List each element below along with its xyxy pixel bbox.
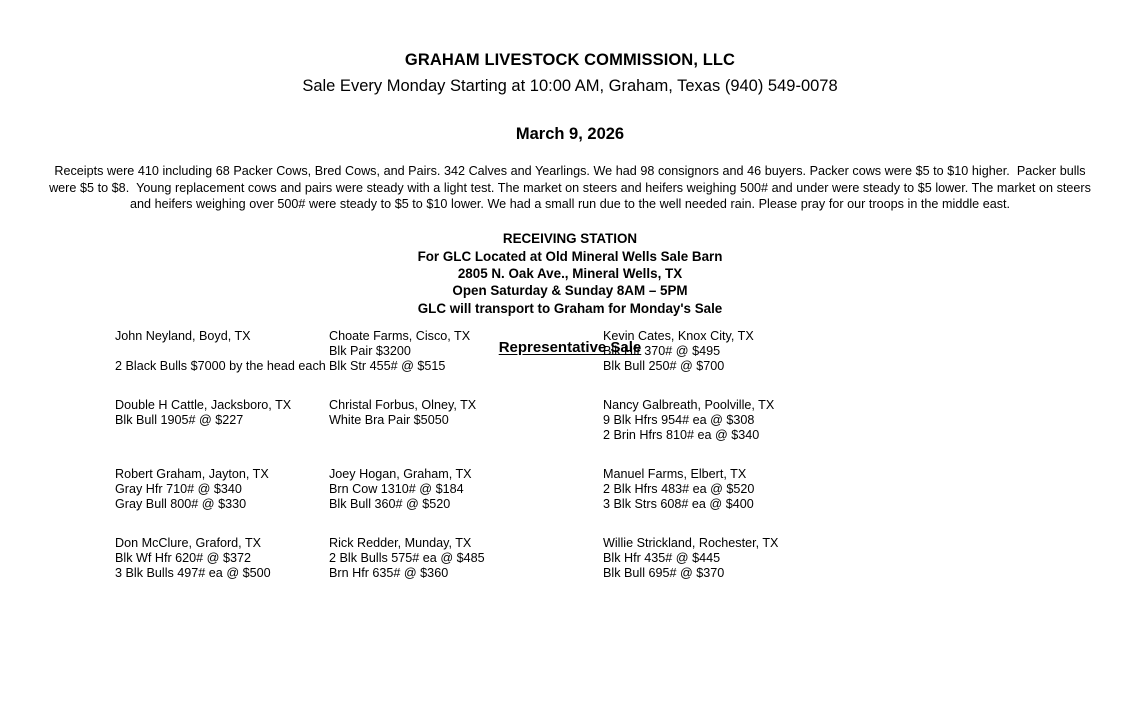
lot-line: Blk Bull 360# @ $520 <box>329 496 451 511</box>
lot-line: Blk Bull 250# @ $700 <box>603 358 725 373</box>
listing-row <box>0 329 1140 398</box>
consignor-entry <box>603 398 1023 443</box>
consignor-entry <box>0 467 329 512</box>
consignor-name: Nancy Galbreath, Poolville, TX <box>603 398 775 412</box>
market-summary-paragraph <box>14 163 1126 213</box>
consignor-entry <box>0 536 329 581</box>
representative-sale-listings <box>0 329 1140 605</box>
consignor-name: Manuel Farms, Elbert, TX <box>603 467 747 481</box>
lot-line: Blk Hfr 435# @ $445 <box>603 550 721 565</box>
lot-line: Brn Hfr 635# @ $360 <box>329 565 449 580</box>
organization-subtitle: Sale Every Monday Starting at 10:00 AM, Graham, Texas (940) 549-0078 <box>302 76 838 95</box>
receiving-station-hours: Open Saturday & Sunday 8AM – 5PM <box>452 283 688 299</box>
consignor-entry <box>329 536 603 581</box>
lot-line: 9 Blk Hfrs 954# ea @ $308 <box>603 412 755 427</box>
receiving-station-location: For GLC Located at Old Mineral Wells Sale Barn <box>417 248 723 264</box>
summary-line-2: were $5 to $8. Young replacement cows and pairs were steady with a light test. The market on steers and heifers weighing 500# and under were steady to $5 lower. The market on steers <box>49 180 1091 195</box>
lot-line: Blk Wf Hfr 620# @ $372 <box>115 550 251 565</box>
consignor-name: Don McClure, Graford, TX <box>115 536 262 550</box>
listing-row <box>0 536 1140 605</box>
consignor-entry <box>603 536 1023 581</box>
consignor-name: Choate Farms, Cisco, TX <box>329 329 471 343</box>
lot-line: 2 Black Bulls $7000 by the head each <box>115 358 326 373</box>
receiving-station-block <box>0 230 1140 317</box>
receiving-station-address: 2805 N. Oak Ave., Mineral Wells, TX <box>457 266 683 282</box>
consignor-name: Rick Redder, Munday, TX <box>329 536 472 550</box>
sale-date: March 9, 2026 <box>515 124 625 143</box>
listing-row <box>0 467 1140 536</box>
consignor-name: Christal Forbus, Olney, TX <box>329 398 477 412</box>
lot-line: Gray Hfr 710# @ $340 <box>115 481 242 496</box>
lot-line: Blk Pair $3200 <box>329 343 411 358</box>
consignor-name: Kevin Cates, Knox City, TX <box>603 329 754 343</box>
listing-row <box>0 398 1140 467</box>
consignor-entry <box>603 467 1023 512</box>
lot-line: Blk Str 455# @ $515 <box>329 358 446 373</box>
lot-line: Blk Bull 695# @ $370 <box>603 565 725 580</box>
summary-line-3: and heifers weighing over 500# were steady to $5 to $10 lower. We had a small run due to the well needed rain. Please pray for our troops in the middle east. <box>129 197 1011 212</box>
consignor-entry <box>329 329 603 374</box>
lot-line: 2 Blk Hfrs 483# ea @ $520 <box>603 481 755 496</box>
consignor-name: Robert Graham, Jayton, TX <box>115 467 269 481</box>
representative-sale-heading-text: Representative Sale <box>498 339 642 357</box>
receiving-station-transport-note: GLC will transport to Graham for Monday's Sale <box>417 300 723 316</box>
consignor-entry <box>329 467 603 512</box>
receiving-station-title: RECEIVING STATION <box>502 231 638 247</box>
lot-line: 3 Blk Strs 608# ea @ $400 <box>603 496 754 511</box>
lot-line: 3 Blk Bulls 497# ea @ $500 <box>115 565 271 580</box>
lot-line: Blk Hfr 370# @ $495 <box>603 343 721 358</box>
consignor-name: Willie Strickland, Rochester, TX <box>603 536 779 550</box>
consignor-entry <box>603 329 1023 374</box>
organization-name: GRAHAM LIVESTOCK COMMISSION, LLC <box>404 51 736 69</box>
consignor-name: Joey Hogan, Graham, TX <box>329 467 472 481</box>
lot-line: Brn Cow 1310# @ $184 <box>329 481 464 496</box>
lot-line: 2 Brin Hfrs 810# ea @ $340 <box>603 427 760 442</box>
lot-line: Blk Bull 1905# @ $227 <box>115 412 244 427</box>
consignor-name: John Neyland, Boyd, TX <box>115 329 251 343</box>
consignor-name: Double H Cattle, Jacksboro, TX <box>115 398 292 412</box>
consignor-entry <box>329 398 603 428</box>
consignor-entry <box>0 329 329 374</box>
consignor-entry <box>0 398 329 428</box>
lot-line: Gray Bull 800# @ $330 <box>115 496 247 511</box>
report-header <box>0 0 1140 145</box>
lot-line: White Bra Pair $5050 <box>329 412 449 427</box>
lot-line: 2 Blk Bulls 575# ea @ $485 <box>329 550 485 565</box>
summary-line-1: Receipts were 410 including 68 Packer Cows, Bred Cows, and Pairs. 342 Calves and Yearlings. We had 98 consignors and 46 buyers. Packer cows were $5 to $10 higher. Packer bulls <box>54 163 1086 178</box>
